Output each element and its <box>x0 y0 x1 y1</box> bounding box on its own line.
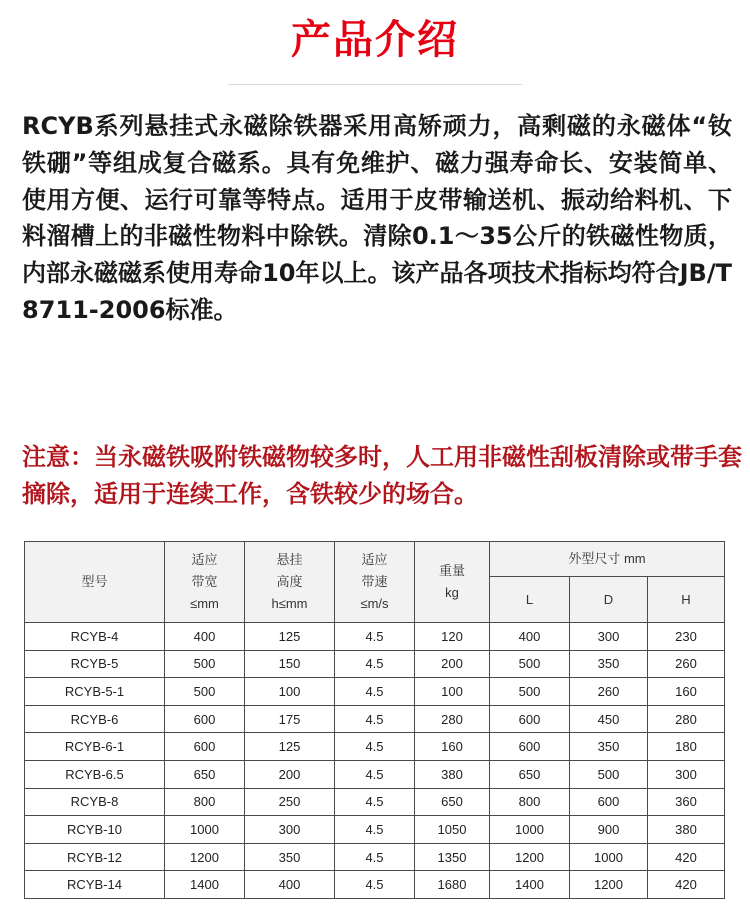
cell-model: RCYB-5-1 <box>25 678 165 706</box>
cell-dim-h: 360 <box>648 788 725 816</box>
cell-height: 300 <box>245 816 335 844</box>
cell-dim-d: 350 <box>570 733 648 761</box>
cell-model: RCYB-10 <box>25 816 165 844</box>
cell-dim-h: 300 <box>648 760 725 788</box>
cell-weight: 1050 <box>415 816 490 844</box>
cell-belt-speed: 4.5 <box>335 623 415 651</box>
table-row <box>25 650 725 678</box>
cell-dim-h: 420 <box>648 843 725 871</box>
cell-belt-speed: 4.5 <box>335 678 415 706</box>
cell-model: RCYB-4 <box>25 623 165 651</box>
cell-dim-h: 230 <box>648 623 725 651</box>
cell-height: 200 <box>245 760 335 788</box>
cell-belt-width: 800 <box>165 788 245 816</box>
cell-height: 150 <box>245 650 335 678</box>
cell-weight: 280 <box>415 705 490 733</box>
cell-dim-d: 900 <box>570 816 648 844</box>
cell-dim-d: 500 <box>570 760 648 788</box>
cell-dim-h: 160 <box>648 678 725 706</box>
cell-weight: 200 <box>415 650 490 678</box>
cell-belt-width: 500 <box>165 650 245 678</box>
header-belt-width-line: 适应 <box>191 552 218 567</box>
cell-belt-speed: 4.5 <box>335 788 415 816</box>
cell-model: RCYB-14 <box>25 871 165 899</box>
cell-belt-width: 1000 <box>165 816 245 844</box>
table-row <box>25 816 725 844</box>
cell-dim-l: 500 <box>490 650 570 678</box>
cell-dim-d: 1000 <box>570 843 648 871</box>
cell-dim-l: 500 <box>490 678 570 706</box>
table-row <box>25 843 725 871</box>
cell-weight: 100 <box>415 678 490 706</box>
table-row <box>25 788 725 816</box>
table-row <box>25 705 725 733</box>
cell-belt-width: 1200 <box>165 843 245 871</box>
cell-model: RCYB-6 <box>25 705 165 733</box>
cell-dim-h: 260 <box>648 650 725 678</box>
header-height <box>245 542 335 623</box>
cell-dim-l: 1000 <box>490 816 570 844</box>
header-weight <box>415 542 490 623</box>
cell-height: 400 <box>245 871 335 899</box>
page-title: 产品介绍 <box>291 17 459 63</box>
cell-belt-speed: 4.5 <box>335 760 415 788</box>
product-description: RCYB系列悬挂式永磁除铁器采用高矫顽力，高剩磁的永磁体“钕铁硼”等组成复合磁系。具有免维护、磁力强寿命长、安装简单、使用方便、运行可靠等特点。适用于皮带输送机、振动给料机、下料溜槽上的非磁性物料中除铁。清除0.1～35公斤的铁磁性物质，内部永磁磁系使用寿命10年以上。该产品各项技术指标均符合JB/T 8711-2006标准。 <box>22 112 732 324</box>
cell-belt-speed: 4.5 <box>335 843 415 871</box>
title-divider <box>228 84 522 85</box>
header-belt-speed-line: 带速 <box>361 574 388 589</box>
cell-belt-width: 600 <box>165 705 245 733</box>
header-belt-speed <box>335 542 415 623</box>
cell-dim-l: 1400 <box>490 871 570 899</box>
header-dim-h: H <box>648 577 725 623</box>
header-weight-line: kg <box>445 585 459 600</box>
cell-belt-speed: 4.5 <box>335 816 415 844</box>
cell-dim-l: 600 <box>490 705 570 733</box>
table-row <box>25 623 725 651</box>
header-dimensions: 外型尺寸 mm <box>490 542 725 577</box>
usage-notice: 注意：当永磁铁吸附铁磁物较多时，人工用非磁性刮板清除或带手套摘除，适用于连续工作，含铁较少的场合。 <box>22 443 742 508</box>
cell-dim-l: 650 <box>490 760 570 788</box>
cell-dim-d: 260 <box>570 678 648 706</box>
cell-belt-speed: 4.5 <box>335 871 415 899</box>
cell-model: RCYB-6-1 <box>25 733 165 761</box>
table-row <box>25 733 725 761</box>
cell-dim-d: 300 <box>570 623 648 651</box>
cell-dim-h: 280 <box>648 705 725 733</box>
cell-belt-speed: 4.5 <box>335 733 415 761</box>
cell-belt-width: 500 <box>165 678 245 706</box>
spec-table-body <box>25 623 725 899</box>
header-weight-line: 重量 <box>438 563 465 578</box>
cell-dim-l: 600 <box>490 733 570 761</box>
cell-belt-width: 600 <box>165 733 245 761</box>
cell-dim-h: 380 <box>648 816 725 844</box>
cell-dim-h: 420 <box>648 871 725 899</box>
header-belt-speed-line: ≤m/s <box>360 596 389 611</box>
cell-belt-width: 400 <box>165 623 245 651</box>
cell-height: 250 <box>245 788 335 816</box>
header-belt-speed-line: 适应 <box>361 552 388 567</box>
cell-model: RCYB-5 <box>25 650 165 678</box>
table-row <box>25 678 725 706</box>
cell-weight: 120 <box>415 623 490 651</box>
cell-weight: 160 <box>415 733 490 761</box>
cell-dim-l: 1200 <box>490 843 570 871</box>
header-height-line: 悬挂 <box>276 552 303 567</box>
header-height-line: 高度 <box>276 574 303 589</box>
cell-dim-l: 400 <box>490 623 570 651</box>
header-model: 型号 <box>25 542 165 623</box>
header-dim-l: L <box>490 577 570 623</box>
cell-weight: 1350 <box>415 843 490 871</box>
cell-belt-speed: 4.5 <box>335 650 415 678</box>
cell-dim-d: 600 <box>570 788 648 816</box>
cell-weight: 1680 <box>415 871 490 899</box>
header-belt-width <box>165 542 245 623</box>
cell-height: 175 <box>245 705 335 733</box>
table-row <box>25 871 725 899</box>
cell-dim-d: 350 <box>570 650 648 678</box>
cell-height: 350 <box>245 843 335 871</box>
cell-model: RCYB-8 <box>25 788 165 816</box>
table-row <box>25 760 725 788</box>
cell-dim-l: 800 <box>490 788 570 816</box>
cell-dim-h: 180 <box>648 733 725 761</box>
header-belt-width-line: 带宽 <box>191 574 218 589</box>
cell-model: RCYB-6.5 <box>25 760 165 788</box>
cell-dim-d: 1200 <box>570 871 648 899</box>
cell-belt-width: 650 <box>165 760 245 788</box>
cell-weight: 650 <box>415 788 490 816</box>
spec-table <box>24 541 725 899</box>
header-belt-width-line: ≤mm <box>190 596 219 611</box>
cell-belt-speed: 4.5 <box>335 705 415 733</box>
cell-weight: 380 <box>415 760 490 788</box>
cell-dim-d: 450 <box>570 705 648 733</box>
cell-model: RCYB-12 <box>25 843 165 871</box>
cell-height: 100 <box>245 678 335 706</box>
header-height-line: h≤mm <box>271 596 308 611</box>
header-dim-d: D <box>570 577 648 623</box>
cell-height: 125 <box>245 733 335 761</box>
cell-belt-width: 1400 <box>165 871 245 899</box>
cell-height: 125 <box>245 623 335 651</box>
